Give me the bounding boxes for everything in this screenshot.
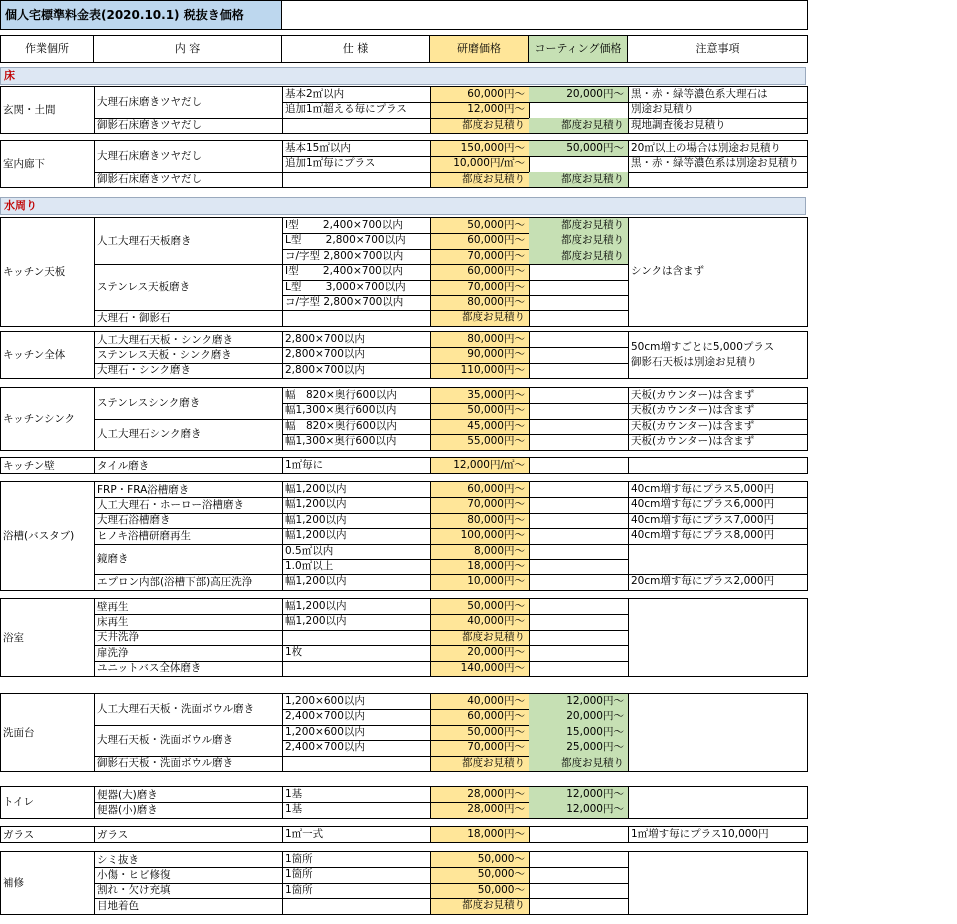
- header-notes: 注意事項: [627, 35, 808, 63]
- location-label: キッチン壁: [3, 459, 55, 472]
- column-divider: [628, 851, 629, 915]
- polish-price-cell: 都度お見積り: [462, 630, 525, 643]
- spec-cell: 幅1,300×奥行600以内: [285, 435, 397, 448]
- polish-price-cell: 70,000円〜: [467, 741, 525, 754]
- coating-price-cell: [529, 513, 628, 528]
- row-divider: [628, 419, 808, 420]
- polish-price-cell: 35,000円〜: [467, 389, 525, 401]
- content-cell: 天井洗浄: [97, 631, 139, 644]
- content-cell: 人工大理石天板・洗面ボウル磨き: [97, 703, 255, 716]
- coating-price-cell: 25,000円〜: [529, 740, 628, 755]
- polish-price-cell: 110,000円〜: [460, 363, 525, 376]
- row-divider: [94, 645, 282, 646]
- row-divider: [628, 544, 808, 545]
- row-divider: [628, 513, 808, 514]
- row-divider: [94, 513, 282, 514]
- row-divider: [94, 898, 282, 899]
- coating-price-cell: [529, 645, 628, 660]
- coating-price-cell: 都度お見積り: [529, 233, 628, 248]
- coating-price-cell: [529, 559, 628, 574]
- content-cell: 便器(小)磨き: [97, 804, 158, 817]
- row-divider: [628, 118, 808, 119]
- note-cell: 現地調査後お見積り: [631, 118, 726, 131]
- content-cell: ガラス: [97, 828, 129, 841]
- spec-cell: コ/字型 2,800×700以内: [285, 296, 404, 308]
- content-cell: 大理石・御影石: [97, 312, 171, 325]
- content-cell: 大理石天板・洗面ボウル磨き: [97, 734, 234, 747]
- spec-cell: I型 2,400×700以内: [285, 219, 403, 231]
- spec-cell: [282, 898, 430, 913]
- content-cell: ユニットバス全体磨き: [97, 662, 202, 675]
- coating-price-cell: 都度お見積り: [529, 118, 628, 133]
- row-divider: [94, 725, 282, 726]
- row-divider: [94, 883, 282, 884]
- spec-cell: L型 3,000×700以内: [285, 280, 406, 293]
- polish-price-cell: 50,000〜: [477, 853, 525, 865]
- content-cell: ステンレスシンク磨き: [97, 397, 201, 410]
- header-location: 作業個所: [0, 35, 94, 63]
- note-cell: 別途お見積り: [631, 103, 694, 116]
- spec-cell: 1,200×600以内: [285, 695, 365, 707]
- polish-price-cell: 28,000円〜: [467, 788, 525, 800]
- coating-price-cell: 都度お見積り: [529, 756, 628, 771]
- row-divider: [94, 347, 282, 348]
- location-label: 玄関・土間: [3, 104, 56, 117]
- spec-cell: 1箇所: [285, 868, 313, 881]
- polish-price-cell: 60,000円〜: [467, 234, 525, 247]
- spec-cell: 基本15㎡以内: [285, 142, 351, 154]
- location-label: 浴槽(バスタブ): [3, 529, 75, 542]
- location-label: キッチン全体: [3, 349, 66, 362]
- content-cell: ステンレス天板・シンク磨き: [97, 349, 232, 362]
- polish-price-cell: 40,000円〜: [467, 615, 525, 628]
- spec-cell: 追加1㎡超える毎にプラス: [285, 103, 407, 116]
- note-cell: シンクは含まず: [631, 265, 705, 278]
- spec-cell: 1基: [285, 788, 303, 800]
- content-cell: 大理石床磨きツヤだし: [97, 96, 202, 109]
- spec-cell: 基本2㎡以内: [285, 88, 345, 100]
- polish-price-cell: 150,000円〜: [460, 142, 525, 154]
- spec-cell: 追加1㎡毎にプラス: [285, 157, 376, 170]
- note-cell: 天板(カウンター)は含まず: [631, 435, 755, 448]
- coating-price-cell: [529, 544, 628, 559]
- note-cell: 20cm増す毎にプラス2,000円: [631, 575, 775, 588]
- row-divider: [94, 528, 282, 529]
- polish-price-cell: 都度お見積り: [462, 756, 525, 769]
- page-title: 個人宅標準料金表(2020.10.1) 税抜き価格: [5, 8, 244, 22]
- location-label: 洗面台: [3, 726, 35, 739]
- spec-cell: 1.0㎡以上: [285, 560, 334, 572]
- coating-price-cell: [529, 347, 628, 362]
- coating-price-cell: 都度お見積り: [529, 172, 628, 187]
- polish-price-cell: 50,000円〜: [467, 725, 525, 738]
- content-cell: 大理石・シンク磨き: [97, 364, 192, 377]
- note-cell: 天板(カウンター)は含まず: [631, 404, 755, 417]
- spec-cell: 幅1,200以内: [285, 575, 347, 588]
- coating-price-cell: [529, 497, 628, 512]
- spec-cell: [282, 630, 430, 645]
- polish-price-cell: 都度お見積り: [462, 172, 525, 185]
- spec-cell: 幅1,300×奥行600以内: [285, 404, 397, 417]
- header-coating: コーティング価格: [528, 35, 628, 63]
- polish-price-cell: 60,000円〜: [467, 88, 525, 100]
- spec-cell: 2,800×700以内: [285, 333, 365, 345]
- spec-cell: [282, 172, 430, 187]
- spec-cell: 2,800×700以内: [285, 363, 365, 376]
- row-divider: [628, 403, 808, 404]
- content-cell: 大理石浴槽磨き: [97, 514, 171, 527]
- row-divider: [628, 528, 808, 529]
- note-cell: 天板(カウンター)は含まず: [631, 389, 755, 401]
- row-divider: [628, 102, 808, 103]
- spec-cell: 1枚: [285, 646, 303, 659]
- spec-cell: 幅1,200以内: [285, 513, 347, 526]
- polish-price-cell: 80,000円〜: [467, 333, 525, 345]
- note-cell: 40cm増す毎にプラス8,000円: [631, 529, 775, 542]
- coating-price-cell: 12,000円〜: [529, 694, 628, 709]
- content-cell: エプロン内部(浴槽下部)高圧洗浄: [97, 576, 253, 589]
- row-divider: [94, 574, 282, 575]
- row-divider: [94, 310, 282, 311]
- content-cell: 御影石天板・洗面ボウル磨き: [97, 757, 234, 770]
- spec-cell: 2,800×700以内: [285, 348, 365, 361]
- coating-price-cell: [529, 827, 628, 842]
- content-cell: 人工大理石天板・シンク磨き: [97, 333, 234, 346]
- header-spec: 仕 様: [281, 35, 430, 63]
- coating-price-cell: [529, 156, 628, 171]
- row-divider: [628, 156, 808, 157]
- header-polish: 研磨価格: [429, 35, 529, 63]
- spec-cell: 幅 820×奥行600以内: [285, 419, 397, 432]
- polish-price-cell: 70,000円〜: [467, 498, 525, 511]
- coating-price-cell: [529, 852, 628, 867]
- content-cell: ヒノキ浴槽研磨再生: [97, 529, 191, 542]
- coating-price-cell: [529, 419, 628, 434]
- spec-cell: 幅1,200以内: [285, 600, 347, 612]
- polish-price-cell: 18,000円〜: [467, 560, 525, 572]
- polish-price-cell: 70,000円〜: [467, 280, 525, 293]
- title-empty-cell: [282, 0, 808, 30]
- coating-price-cell: [529, 599, 628, 614]
- content-cell: 御影石床磨きツヤだし: [97, 119, 202, 132]
- column-divider: [628, 598, 629, 677]
- row-divider: [94, 419, 282, 420]
- polish-price-cell: 10,000円〜: [467, 575, 525, 588]
- coating-price-cell: [529, 528, 628, 543]
- coating-price-cell: [529, 332, 628, 347]
- location-label: 浴室: [3, 631, 24, 644]
- row-divider: [628, 497, 808, 498]
- coating-price-cell: [529, 295, 628, 310]
- polish-price-cell: 都度お見積り: [462, 311, 525, 324]
- polish-price-cell: 70,000円〜: [467, 249, 525, 262]
- coating-price-cell: 12,000円〜: [529, 802, 628, 817]
- polish-price-cell: 50,000円〜: [467, 219, 525, 231]
- polish-price-cell: 50,000〜: [477, 883, 525, 896]
- coating-price-cell: [529, 388, 628, 403]
- note-cell: 20㎡以上の場合は別途お見積り: [631, 142, 781, 154]
- row-divider: [94, 867, 282, 868]
- content-cell: ステンレス天板磨き: [97, 281, 191, 294]
- polish-price-cell: 20,000円〜: [467, 646, 525, 659]
- coating-price-cell: [529, 898, 628, 913]
- location-label: 室内廊下: [3, 158, 45, 171]
- coating-price-cell: 都度お見積り: [529, 249, 628, 264]
- spec-cell: 1,200×600以内: [285, 725, 365, 738]
- polish-price-cell: 都度お見積り: [462, 118, 525, 131]
- content-cell: FRP・FRA浴槽磨き: [97, 483, 190, 496]
- coating-price-cell: [529, 310, 628, 325]
- coating-price-cell: 50,000円〜: [529, 141, 628, 156]
- header-content: 内 容: [93, 35, 282, 63]
- polish-price-cell: 60,000円〜: [467, 710, 525, 723]
- spec-cell: 幅1,200以内: [285, 615, 347, 628]
- row-divider: [94, 264, 282, 265]
- coating-price-cell: [529, 574, 628, 589]
- polish-price-cell: 45,000円〜: [467, 419, 525, 432]
- content-cell: 小傷・ヒビ修復: [97, 869, 171, 882]
- note-cell: 40cm増す毎にプラス6,000円: [631, 498, 775, 511]
- polish-price-cell: 80,000円〜: [467, 513, 525, 526]
- row-divider: [94, 661, 282, 662]
- spec-cell: [282, 118, 430, 133]
- coating-price-cell: [529, 280, 628, 295]
- coating-price-cell: [529, 482, 628, 497]
- polish-price-cell: 55,000円〜: [467, 435, 525, 448]
- spec-cell: 幅1,200以内: [285, 529, 347, 542]
- spec-cell: 1基: [285, 803, 303, 816]
- note-cell: 40cm増す毎にプラス7,000円: [631, 513, 775, 526]
- coating-price-cell: [529, 403, 628, 418]
- polish-price-cell: 90,000円〜: [467, 348, 525, 361]
- polish-price-cell: 40,000円〜: [467, 695, 525, 707]
- coating-price-cell: [529, 614, 628, 629]
- content-cell: 人工大理石・ホーロー浴槽磨き: [97, 499, 244, 512]
- polish-price-cell: 50,000円〜: [467, 600, 525, 612]
- content-cell: 割れ・欠け充填: [97, 884, 171, 897]
- spec-cell: 0.5㎡以内: [285, 544, 334, 557]
- polish-price-cell: 8,000円〜: [473, 544, 525, 557]
- content-cell: タイル磨き: [97, 459, 150, 472]
- row-divider: [94, 497, 282, 498]
- content-cell: 鏡磨き: [97, 552, 129, 565]
- content-cell: 便器(大)磨き: [97, 788, 158, 801]
- note-cell: 黒・赤・緑等濃色系大理石は: [631, 88, 768, 100]
- note-cell: 黒・赤・緑等濃色系は別途お見積り: [631, 157, 799, 170]
- note-cell: 40cm増す毎にプラス5,000円: [631, 483, 775, 495]
- coating-price-cell: [529, 458, 628, 473]
- row-divider: [94, 630, 282, 631]
- polish-price-cell: 28,000円〜: [467, 803, 525, 816]
- spec-cell: 幅1,200以内: [285, 498, 347, 511]
- section-header: 床: [0, 67, 806, 85]
- coating-price-cell: [529, 883, 628, 898]
- content-cell: 床再生: [97, 616, 129, 629]
- location-label: ガラス: [3, 828, 35, 841]
- location-label: キッチンシンク: [3, 412, 76, 425]
- coating-price-cell: [529, 867, 628, 882]
- coating-price-cell: 20,000円〜: [529, 87, 628, 102]
- content-cell: 扉洗浄: [97, 646, 129, 659]
- column-divider: [628, 457, 629, 474]
- row-divider: [94, 614, 282, 615]
- polish-price-cell: 10,000円/㎡〜: [453, 157, 525, 170]
- title-cell: [0, 0, 282, 30]
- location-label: 補修: [3, 876, 24, 889]
- column-divider: [628, 693, 629, 772]
- content-cell: 人工大理石天板磨き: [97, 235, 192, 248]
- polish-price-cell: 50,000円〜: [467, 404, 525, 417]
- spec-cell: 1㎡毎に: [285, 459, 324, 471]
- spec-cell: 2,400×700以内: [285, 710, 365, 723]
- note-cell: 御影石天板は別途お見積り: [631, 356, 757, 369]
- column-divider: [628, 786, 629, 819]
- spec-cell: [282, 310, 430, 325]
- row-divider: [628, 574, 808, 575]
- coating-price-cell: [529, 630, 628, 645]
- polish-price-cell: 12,000円〜: [467, 103, 525, 116]
- coating-price-cell: 20,000円〜: [529, 709, 628, 724]
- spec-cell: 1㎡一式: [285, 828, 324, 840]
- location-label: キッチン天板: [3, 265, 66, 278]
- polish-price-cell: 18,000円〜: [467, 828, 525, 840]
- spec-cell: 幅1,200以内: [285, 483, 347, 495]
- polish-price-cell: 60,000円〜: [467, 483, 525, 495]
- coating-price-cell: [529, 661, 628, 676]
- row-divider: [94, 363, 282, 364]
- row-divider: [94, 802, 282, 803]
- content-cell: シミ抜き: [97, 853, 139, 866]
- spec-cell: 1箇所: [285, 853, 313, 865]
- section-header: 水周り: [0, 197, 806, 215]
- row-divider: [94, 756, 282, 757]
- spec-cell: [282, 661, 430, 676]
- spec-cell: コ/字型 2,800×700以内: [285, 249, 404, 262]
- spec-cell: 幅 820×奥行600以内: [285, 389, 397, 401]
- row-divider: [628, 434, 808, 435]
- coating-price-cell: 12,000円〜: [529, 787, 628, 802]
- polish-price-cell: 100,000円〜: [460, 529, 525, 542]
- content-cell: 壁再生: [97, 600, 129, 613]
- content-cell: 人工大理石シンク磨き: [97, 428, 202, 441]
- note-cell: 天板(カウンター)は含まず: [631, 419, 755, 432]
- content-cell: 目地着色: [97, 899, 139, 912]
- coating-price-cell: [529, 264, 628, 279]
- spec-cell: I型 2,400×700以内: [285, 265, 403, 278]
- spec-cell: 1箇所: [285, 883, 313, 896]
- polish-price-cell: 80,000円〜: [467, 296, 525, 308]
- coating-price-cell: [529, 363, 628, 378]
- note-cell: 1㎡増す毎にプラス10,000円: [631, 828, 769, 840]
- row-divider: [94, 118, 282, 119]
- spec-cell: L型 2,800×700以内: [285, 234, 406, 247]
- coating-price-cell: 15,000円〜: [529, 725, 628, 740]
- content-cell: 御影石床磨きツヤだし: [97, 173, 202, 186]
- coating-price-cell: [529, 434, 628, 449]
- coating-price-cell: 都度お見積り: [529, 218, 628, 233]
- polish-price-cell: 12,000円/㎡〜: [453, 459, 525, 471]
- polish-price-cell: 50,000〜: [477, 868, 525, 881]
- spec-cell: 2,400×700以内: [285, 741, 365, 754]
- polish-price-cell: 140,000円〜: [460, 661, 525, 674]
- row-divider: [628, 172, 808, 173]
- note-cell: 50cm増すごとに5,000プラス: [631, 340, 775, 353]
- polish-price-cell: 都度お見積り: [462, 899, 525, 912]
- row-divider: [94, 172, 282, 173]
- row-divider: [94, 544, 282, 545]
- content-cell: 大理石床磨きツヤだし: [97, 150, 202, 163]
- location-label: トイレ: [3, 796, 34, 809]
- coating-price-cell: [529, 102, 628, 117]
- spec-cell: [282, 756, 430, 771]
- polish-price-cell: 60,000円〜: [467, 265, 525, 278]
